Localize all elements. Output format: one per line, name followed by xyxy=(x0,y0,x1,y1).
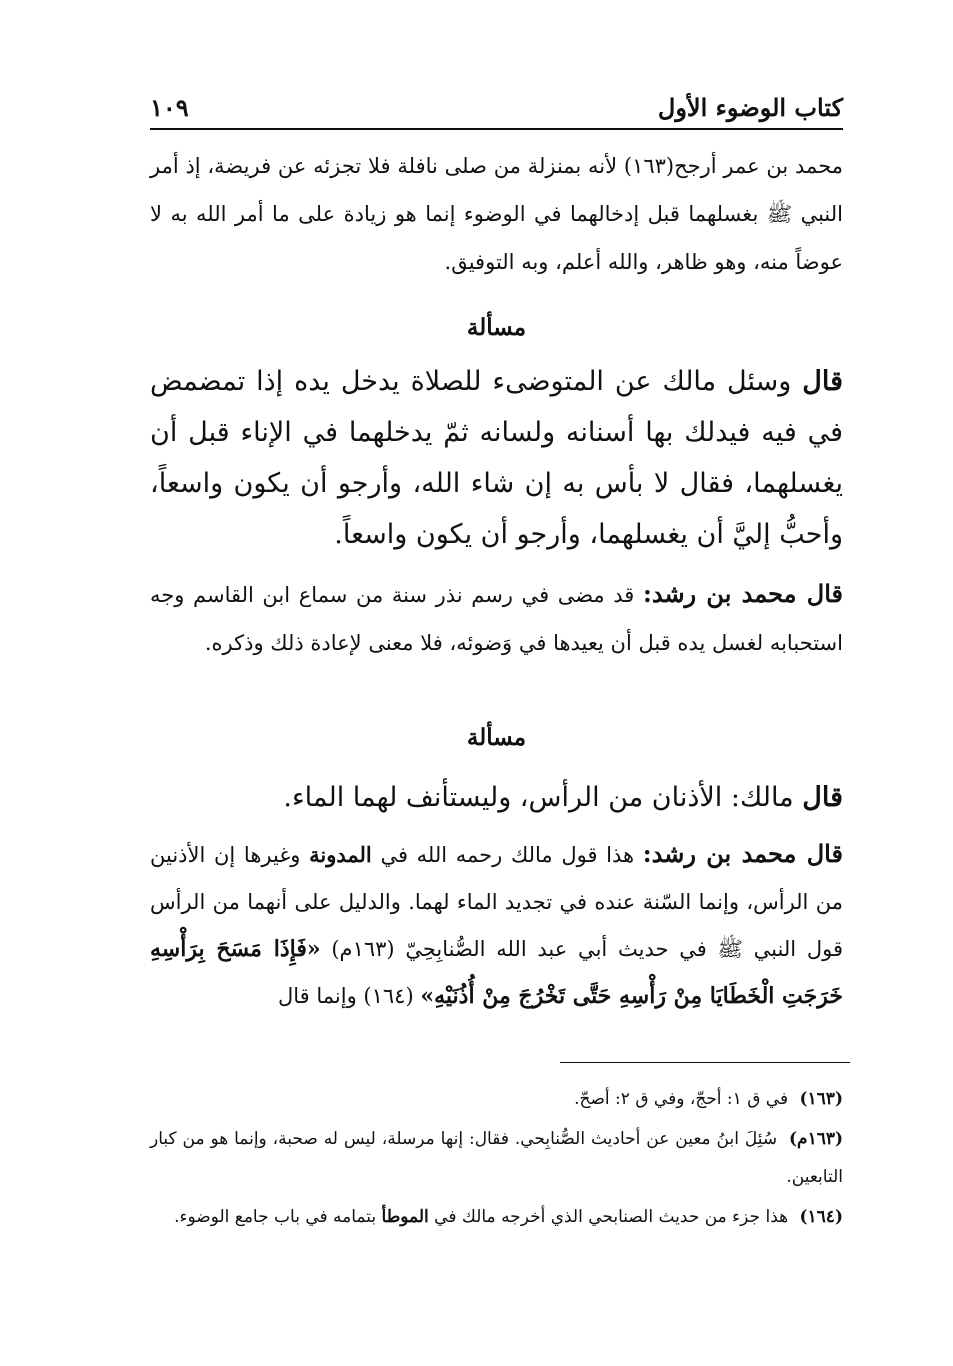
footnote-text-part-2: بتمامه في باب جامع الوضوء. xyxy=(174,1207,377,1227)
commentary-text-part-3: (١٦٤) وإنما قال xyxy=(278,984,414,1008)
commentary-text-part-2: وغيرها إن الأذنين من الرأس، وإنما السّنة عنده في تجديد الماء لهما. والدليل على أنهما من الرأس قول النبي ﷺ في حديث أبي عبد الله الصُّنابِحِيّ (١٦٣م) xyxy=(150,843,843,961)
commentary-text: قد مضى في رسم نذر سنة من سماع ابن القاسم وجه استحبابه لغسل يده قبل أن يعيدها في وَضوئه، فلا معنى لإعادة ذلك وذكره. xyxy=(150,583,843,655)
footnote-text-part-1: هذا جزء من حديث الصنابحي الذي أخرجه مالك في xyxy=(434,1207,789,1227)
section-heading-2: مسألة xyxy=(466,724,527,751)
chapter-title: كتاب الوضوء الأول xyxy=(657,93,843,122)
malik-question-paragraph xyxy=(150,356,843,560)
malik-statement-text: مالك: الأذنان من الرأس، وليستأنف لهما الماء. xyxy=(283,782,794,813)
footnote-number: (١٦٤) xyxy=(799,1207,843,1227)
footnote-163 xyxy=(150,1080,843,1118)
commentary-text-part-1: هذا قول مالك رحمه الله في xyxy=(380,843,635,867)
speaker-label: قال xyxy=(802,366,843,397)
speaker-label: قال xyxy=(802,782,843,813)
hadith-quote: «فَإِذَا مَسَحَ بِرَأْسِهِ خَرَجَتِ الْخَطَايَا مِنْ رَأْسِهِ حَتَّى تَخْرُجَ مِنْ أُذُنَيْهِ» xyxy=(150,936,843,1009)
footnote-164 xyxy=(150,1198,843,1236)
malik-statement-paragraph xyxy=(150,772,843,823)
footnote-text: سُئِلَ ابنُ معين عن أحاديث الصُّنابِحي. فقال: إنها مرسلة، ليس له صحبة، وإنما هو من كبار التابعين. xyxy=(150,1129,843,1187)
section-heading-1: مسألة xyxy=(466,314,527,341)
ibn-rushd-commentary-1 xyxy=(150,570,843,667)
footnote-text: في ق ١: أحجّ، وفي ق ٢: أصحّ. xyxy=(574,1089,789,1109)
page-number: ١٠٩ xyxy=(150,93,189,122)
footnote-163m xyxy=(150,1120,843,1196)
footnote-number: (١٦٣) xyxy=(799,1089,843,1109)
commentator-label: قال محمد بن رشد: xyxy=(642,579,844,608)
footnote-separator xyxy=(560,1062,850,1063)
running-header xyxy=(150,78,843,130)
ibn-rushd-commentary-2 xyxy=(150,830,843,1020)
book-title-muwatta: الموطأ xyxy=(381,1207,429,1227)
commentator-label: قال محمد بن رشد: xyxy=(642,839,843,868)
intro-paragraph: محمد بن عمر أرجح(١٦٣) لأنه بمنزلة من صلى نافلة فلا تجزئه عن فريضة، إذ أمر النبي ﷺ بغسلهما قبل إدخالهما في الوضوء إنما هو زيادة على ما أمر الله به لا عوضاً منه، وهو ظاهر، والله أعلم، وبه التوفيق. xyxy=(150,154,843,274)
footnote-number: (١٦٣م) xyxy=(788,1129,844,1149)
malik-question-text: وسئل مالك عن المتوضىء للصلاة يدخل يده إذا تمضمض في فيه فيدلك بها أسنانه ولسانه ثمّ يدخلهما في الإناء قبل أن يغسلهما، فقال لا بأس به إن شاء الله، وأرجو أن يكون واسعاً، وأحبُّ إليَّ أن يغسلهما، وأرجو أن يكون واسعاً. xyxy=(150,366,843,550)
book-title-mudawwana: المدونة xyxy=(309,842,372,867)
